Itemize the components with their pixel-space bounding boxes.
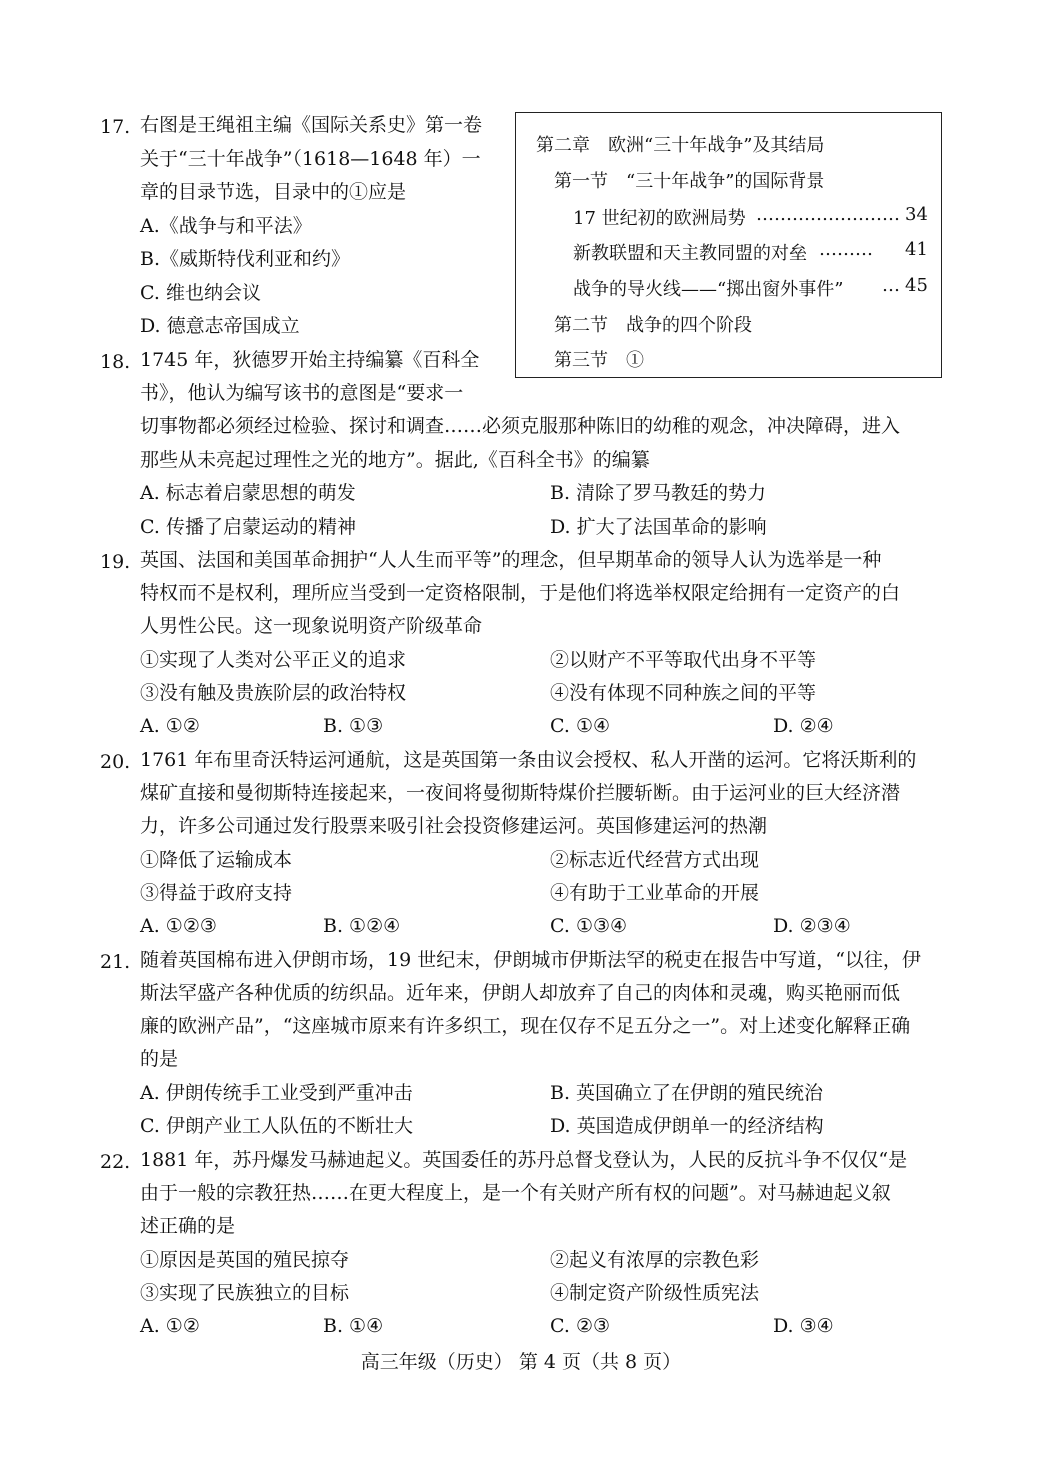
option-a: A. ①② [140,715,200,737]
option-a: A. 伊朗传统手工业受到严重冲击 [140,1082,413,1104]
statement-2: ②以财产不平等取代出身不平等 [550,649,817,671]
statement-1: ①降低了运输成本 [140,849,293,871]
option-d: D. ③④ [773,1315,834,1337]
toc-section-1: 第一节 “三十年战争”的国际背景 [554,171,825,192]
question-number: 19. [100,551,131,573]
option-a: A. ①②③ [140,915,217,937]
question-number: 17. [100,116,131,138]
statement-4: ④制定资产阶级性质宪法 [550,1282,760,1304]
statement-1: ①原因是英国的殖民掠夺 [140,1249,350,1271]
question-text: 述正确的是 [140,1215,236,1237]
question-text: 关于“三十年战争”（1618—1648 年）一 [140,148,481,170]
question-text: 力，许多公司通过发行股票来吸引社会投资修建运河。英国修建运河的热潮 [140,815,768,837]
statement-3: ③得益于政府支持 [140,882,293,904]
question-number: 20. [100,751,131,773]
question-text: 1881 年，苏丹爆发马赫迪起义。英国委任的苏丹总督戈登认为，人民的反抗斗争不仅仅“是 [140,1149,908,1171]
option-b: B. 英国确立了在伊朗的殖民统治 [550,1082,824,1104]
toc-chapter: 第二章 欧洲“三十年战争”及其结局 [536,135,825,156]
question-text: 右图是王绳祖主编《国际关系史》第一卷 [140,114,483,136]
toc-leader-1: …………………… [756,204,900,225]
page-footer: 高三年级（历史） 第 4 页（共 8 页） [360,1351,682,1373]
toc-item-2: 新教联盟和天主教同盟的对垒 [573,243,807,264]
question-text: 斯法罕盛产各种优质的纺织品。近年来，伊朗人却放弃了自己的肉体和灵魂，购买艳丽而低 [140,982,901,1004]
toc-page-2: 41 [905,239,928,260]
statement-2: ②标志近代经营方式出现 [550,849,760,871]
question-text: 书》，他认为编写该书的意图是“要求一 [140,382,464,404]
option-a: A. 标志着启蒙思想的萌发 [140,482,356,504]
question-number: 18. [100,351,131,373]
option-c: C. ①③④ [550,915,628,937]
option-d: D. 英国造成伊朗单一的经济结构 [550,1115,824,1137]
option-c: C. ②③ [550,1315,611,1337]
option-d: D. 扩大了法国革命的影响 [550,516,767,538]
option-c: C. ①④ [550,715,611,737]
question-text: 由于一般的宗教狂热……在更大程度上，是一个有关财产所有权的问题”。对马赫迪起义叙 [140,1182,891,1204]
statement-3: ③没有触及贵族阶层的政治特权 [140,682,407,704]
option-b: B. ①②④ [323,915,401,937]
question-text: 切事物都必须经过检验、探讨和调查……必须克服那种陈旧的幼稚的观念，冲决障碍，进入 [140,415,901,437]
option-c: C. 维也纳会议 [140,282,261,304]
option-d: D. ②④ [773,715,834,737]
question-text: 煤矿直接和曼彻斯特连接起来，一夜间将曼彻斯特煤价拦腰斩断。由于运河业的巨大经济潜 [140,782,901,804]
option-b: B. 清除了罗马教廷的势力 [550,482,767,504]
option-c: C. 伊朗产业工人队伍的不断壮大 [140,1115,413,1137]
statement-4: ④有助于工业革命的开展 [550,882,760,904]
toc-leader-2: ……… [819,239,873,260]
toc-page-3: 45 [905,275,928,296]
statement-3: ③实现了民族独立的目标 [140,1282,350,1304]
question-text: 廉的欧洲产品”，“这座城市原来有许多织工，现在仅存不足五分之一”。对上述变化解释正确 [140,1015,911,1037]
question-text: 人男性公民。这一现象说明资产阶级革命 [140,615,483,637]
question-text: 英国、法国和美国革命拥护“人人生而平等”的理念，但早期革命的领导人认为选举是一种 [140,549,882,571]
option-a: A. ①② [140,1315,200,1337]
toc-box [515,112,942,378]
question-text: 1745 年，狄德罗开始主持编纂《百科全 [140,349,480,371]
toc-section-2: 第二节 战争的四个阶段 [554,315,752,336]
toc-item-3: 战争的导火线——“掷出窗外事件” [573,279,844,300]
statement-1: ①实现了人类对公平正义的追求 [140,649,407,671]
toc-leader-3: … [882,275,900,296]
question-text: 特权而不是权利，理所应当受到一定资格限制，于是他们将选举权限定给拥有一定资产的白 [140,582,901,604]
option-a: A.《战争与和平法》 [140,215,312,237]
question-text: 随着英国棉布进入伊朗市场，19 世纪末，伊朗城市伊斯法罕的税吏在报告中写道，“以往，伊 [140,949,921,971]
toc-item-1: 17 世纪初的欧洲局势 [573,208,746,229]
question-number: 22. [100,1151,131,1173]
question-number: 21. [100,951,131,973]
option-c: C. 传播了启蒙运动的精神 [140,516,356,538]
statement-2: ②起义有浓厚的宗教色彩 [550,1249,760,1271]
question-text: 那些从未亮起过理性之光的地方”。据此,《百科全书》的编纂 [140,449,650,471]
question-text: 的是 [140,1048,179,1070]
option-d: D. ②③④ [773,915,851,937]
question-text: 章的目录节选，目录中的①应是 [140,181,407,203]
option-b: B. ①④ [323,1315,384,1337]
statement-4: ④没有体现不同种族之间的平等 [550,682,817,704]
option-b: B.《威斯特伐利亚和约》 [140,248,351,270]
option-b: B. ①③ [323,715,384,737]
toc-page-1: 34 [905,204,928,225]
option-d: D. 德意志帝国成立 [140,315,300,337]
toc-section-3: 第三节 ① [554,350,644,371]
question-text: 1761 年布里奇沃特运河通航，这是英国第一条由议会授权、私人开凿的运河。它将沃斯利的 [140,749,917,771]
